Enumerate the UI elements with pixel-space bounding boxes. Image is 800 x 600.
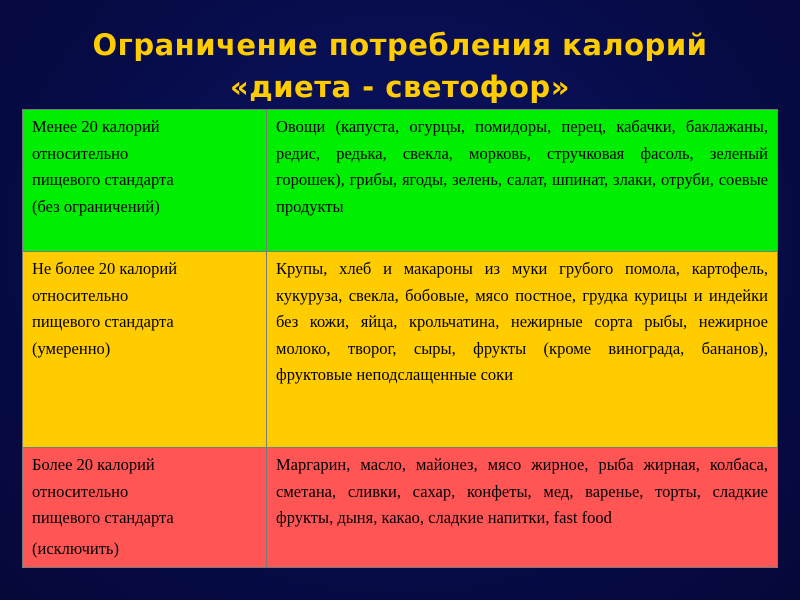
category-line: (умеренно) bbox=[32, 338, 111, 358]
category-line: относительно bbox=[32, 143, 129, 163]
category-line: относительно bbox=[32, 285, 129, 305]
category-cell-unrestricted bbox=[23, 110, 267, 252]
category-cell-moderate bbox=[23, 252, 267, 448]
slide-title-line-1: Ограничение потребления калорий bbox=[92, 28, 708, 62]
category-cell-excluded bbox=[23, 448, 267, 568]
foods-cell-excluded: Маргарин, масло, майонез, мясо жирное, рыба жирная, колбаса, сметана, сливки, сахар, конфеты, мед, варенье, торты, сладкие фрукты, дыня, какао, сладкие напитки, fast food bbox=[267, 448, 778, 568]
category-line: Более 20 калорий bbox=[32, 455, 155, 474]
slide-title-line-2: «диета - светофор» bbox=[230, 70, 570, 104]
foods-cell-moderate: Крупы, хлеб и макароны из муки грубого помола, картофель, кукуруза, свекла, бобовые, мясо постное, грудка курицы и индейки без кожи, яйца, крольчатина, нежирные сорта рыбы, нежирное молоко, творог, сыры, фрукты (кроме винограда, бананов), фруктовые неподслащенные соки bbox=[267, 252, 778, 448]
category-line: пищевого стандарта bbox=[32, 170, 174, 189]
category-line: Менее 20 калорий bbox=[32, 117, 160, 136]
table-row-green bbox=[23, 110, 778, 252]
category-line: (без ограничений) bbox=[32, 196, 160, 216]
table-row-red bbox=[23, 448, 778, 568]
category-line: относительно bbox=[32, 481, 129, 501]
slide-title bbox=[0, 24, 800, 108]
category-line: Не более 20 калорий bbox=[32, 259, 178, 278]
category-line: (исключить) bbox=[32, 538, 119, 558]
category-line: пищевого стандарта bbox=[32, 312, 174, 331]
table-row-yellow bbox=[23, 252, 778, 448]
foods-cell-unrestricted: Овощи (капуста, огурцы, помидоры, перец, кабачки, баклажаны, редис, редька, свекла, морковь, стручковая фасоль, зеленый горошек), грибы, ягоды, зелень, салат, шпинат, злаки, отруби, соевые продукты bbox=[267, 110, 778, 252]
traffic-light-diet-table bbox=[22, 109, 778, 568]
category-line: пищевого стандарта bbox=[32, 508, 174, 527]
